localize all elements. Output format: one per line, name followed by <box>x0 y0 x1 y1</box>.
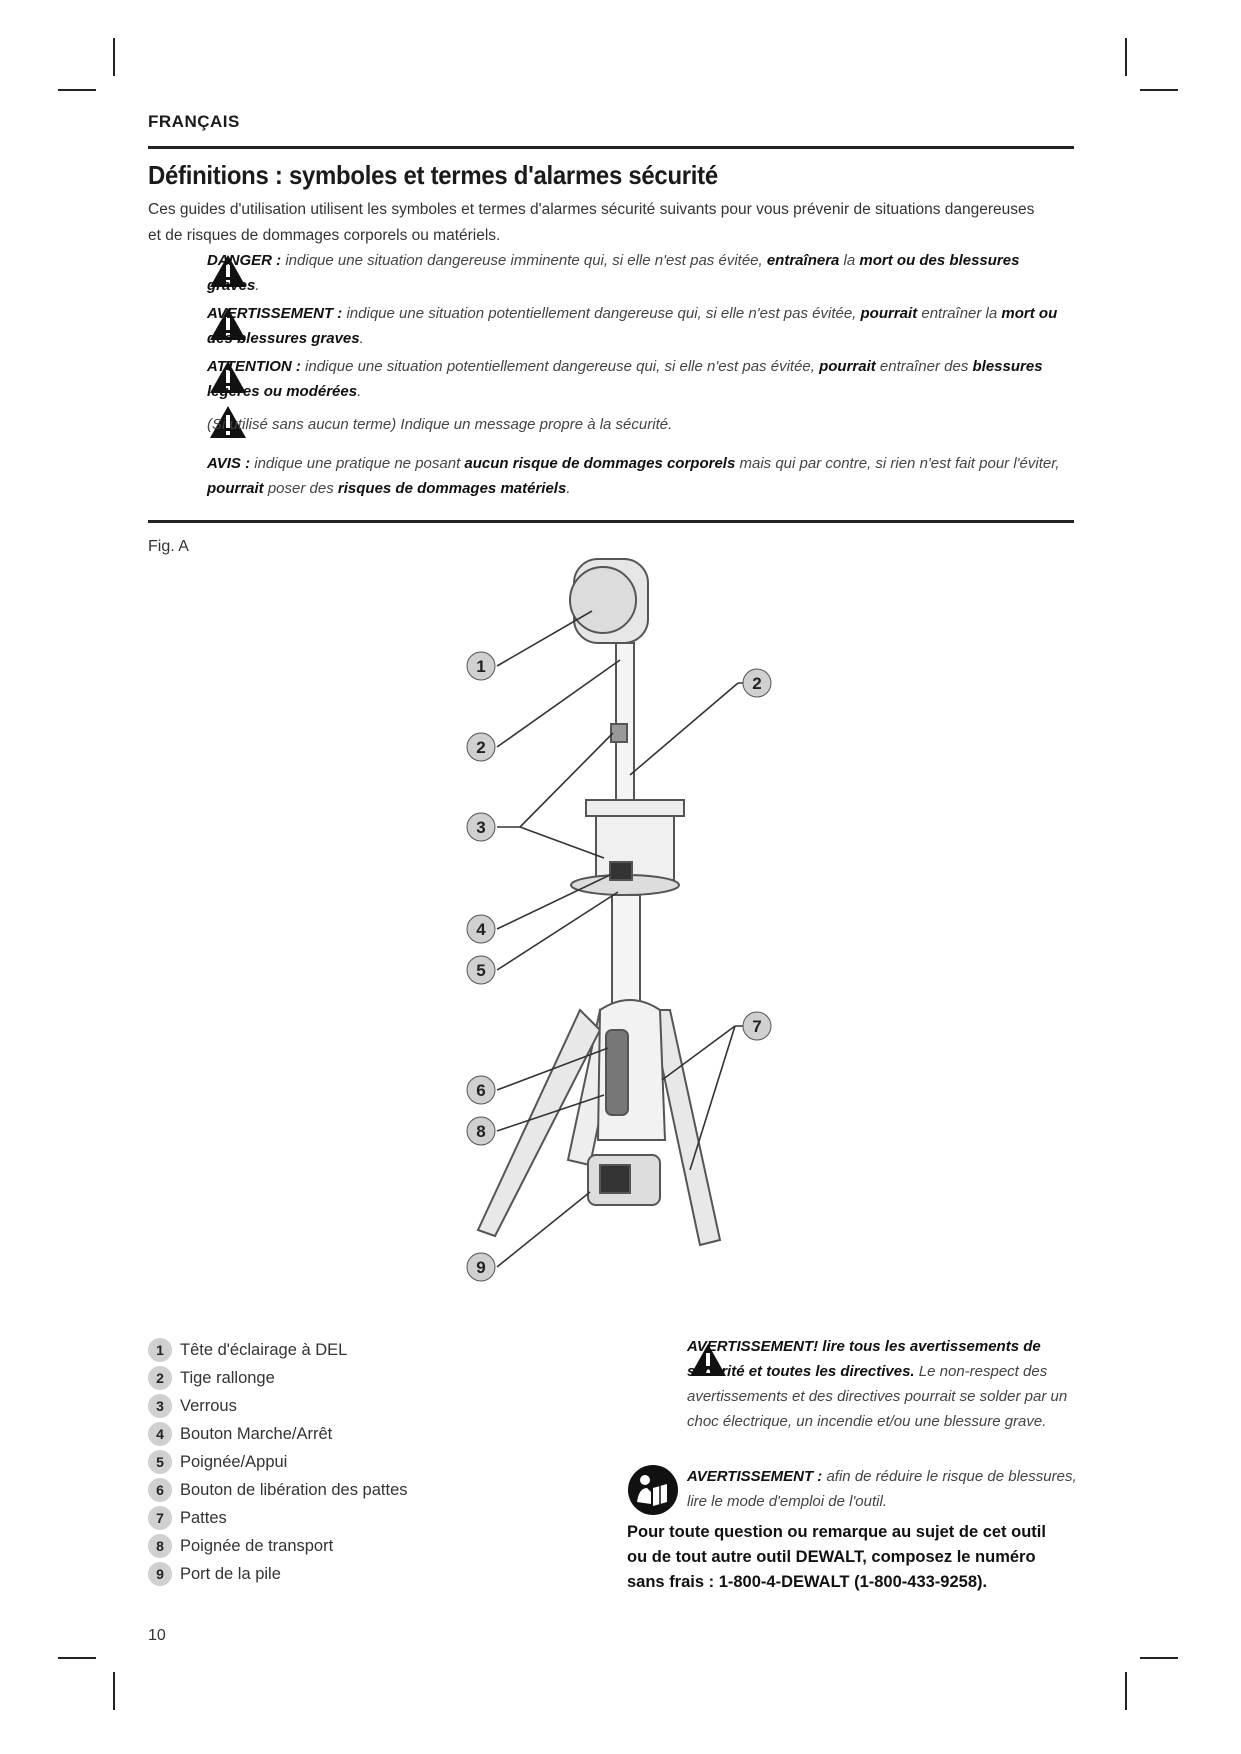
def-text: . <box>357 383 362 400</box>
def-text: entraîner la <box>917 305 1002 322</box>
warning-bold: AVERTISSEMENT! lire tous les avertissements de sécurité et toutes les directives. <box>687 1338 1041 1380</box>
legend-number: 8 <box>148 1534 172 1558</box>
warning-text: Le non-respect des avertissements et des directives pourrait se solder par un choc électrique, un incendie et/ou une blessure grave. <box>687 1363 1068 1430</box>
def-bold: mort ou des blessures graves <box>207 252 1020 294</box>
legend-label: Tête d'éclairage à DEL <box>180 1340 348 1359</box>
pole-lock <box>611 724 627 742</box>
callout-3: 3 <box>476 818 486 837</box>
read-manual-icon <box>627 1464 679 1516</box>
legend-label: Verrous <box>180 1396 237 1415</box>
contact-line: Pour toute question ou remarque au sujet de cet outil <box>627 1523 1046 1541</box>
legend-label: Port de la pile <box>180 1564 281 1583</box>
contact-line: sans frais : 1-800-4-DEWALT (1-800-433-9258). <box>627 1573 988 1591</box>
legend-item <box>148 1421 332 1447</box>
legend-item <box>148 1393 237 1419</box>
term-danger: DANGER : <box>207 252 282 269</box>
legend-label: Bouton Marche/Arrêt <box>180 1424 333 1443</box>
def-text: indique une situation dangereuse imminente qui, si elle n'est pas évitée, <box>281 252 767 269</box>
legend-label: Tige rallonge <box>180 1368 275 1387</box>
def-text: . <box>566 480 571 497</box>
legend-item <box>148 1365 275 1391</box>
def-bold: pourrait <box>819 358 876 375</box>
contact-info <box>627 1520 1087 1595</box>
def-bold: entraînera <box>766 252 840 269</box>
legend-label: Bouton de libération des pattes <box>180 1480 408 1499</box>
legend-number: 2 <box>148 1366 172 1390</box>
callout-2: 2 <box>752 674 762 693</box>
legend-item <box>148 1477 408 1503</box>
legend-label: Poignée/Appui <box>180 1452 288 1471</box>
legend-number: 9 <box>148 1562 172 1586</box>
def-text: . <box>359 330 364 347</box>
callout-4: 4 <box>476 920 486 939</box>
def-bold: mort ou des blessures graves <box>207 305 1058 347</box>
def-bold: pourrait <box>860 305 918 322</box>
section-intro: Ces guides d'utilisation utilisent les symboles et termes d'alarmes sécurité suivants pour vous prévenir de situations dangereuses et de risques de dommages corporels ou matériels. <box>148 201 1035 244</box>
callout-5: 5 <box>476 961 486 980</box>
def-text: entraîner des <box>875 358 973 375</box>
legend-number: 4 <box>148 1422 172 1446</box>
legend-item <box>148 1337 347 1363</box>
callout-9: 9 <box>476 1258 486 1277</box>
def-bold: blessures légères ou modérées <box>207 358 1043 400</box>
page-number: 10 <box>148 1627 166 1644</box>
legend-number: 1 <box>148 1338 172 1362</box>
def-text: indique une pratique ne posant <box>250 455 465 472</box>
callout-8: 8 <box>476 1122 486 1141</box>
carry-handle <box>606 1030 628 1115</box>
term-avertissement: AVERTISSEMENT : <box>207 305 343 322</box>
language-header: FRANÇAIS <box>148 112 240 131</box>
callout-2: 2 <box>476 738 486 757</box>
legend-label: Poignée de transport <box>180 1536 334 1555</box>
warning-manual <box>687 1464 1087 1514</box>
figure-label: Fig. A <box>148 538 189 555</box>
section-title: Définitions : symboles et termes d'alarmes sécurité <box>148 160 718 190</box>
legend-item <box>148 1561 281 1587</box>
term-attention: ATTENTION : <box>207 358 301 375</box>
light-head-lens <box>570 567 636 633</box>
legend-number: 5 <box>148 1450 172 1474</box>
legend-item <box>148 1449 287 1475</box>
callout-1: 1 <box>476 657 486 676</box>
legend-item <box>148 1533 333 1559</box>
term-avis: AVIS : <box>207 455 251 472</box>
def-bold: risques de dommages matériels <box>337 480 567 497</box>
def-bold: aucun risque de dommages corporels <box>464 455 736 472</box>
def-text: mais qui par contre, si rien n'est fait pour l'éviter, <box>735 455 1060 472</box>
warning-read-all <box>687 1334 1087 1434</box>
legend-number: 3 <box>148 1394 172 1418</box>
legend-number: 6 <box>148 1478 172 1502</box>
callout-7: 7 <box>752 1017 762 1036</box>
power-button <box>610 862 632 880</box>
def-bold: pourrait <box>207 480 264 497</box>
warning-bold: AVERTISSEMENT : <box>687 1468 823 1485</box>
warning-text: afin de réduire le risque de blessures, lire le mode d'emploi de l'outil. <box>687 1468 1077 1510</box>
legend-number: 7 <box>148 1506 172 1530</box>
def-text: . <box>255 277 260 294</box>
def-text: indique une situation potentiellement dangereuse qui, si elle n'est pas évitée, <box>342 305 861 322</box>
def-text: la <box>839 252 860 269</box>
contact-line: ou de tout autre outil DEWALT, composez le numéro <box>627 1548 1036 1566</box>
def-text: poser des <box>263 480 338 497</box>
handle-cage <box>596 810 674 880</box>
def-text: indique une situation potentiellement dangereuse qui, si elle n'est pas évitée, <box>300 358 820 375</box>
legend-item <box>148 1505 227 1531</box>
def-text: (Si utilisé sans aucun terme) Indique un message propre à la sécurité. <box>207 416 673 433</box>
callout-6: 6 <box>476 1081 486 1100</box>
legend-label: Pattes <box>180 1508 227 1527</box>
